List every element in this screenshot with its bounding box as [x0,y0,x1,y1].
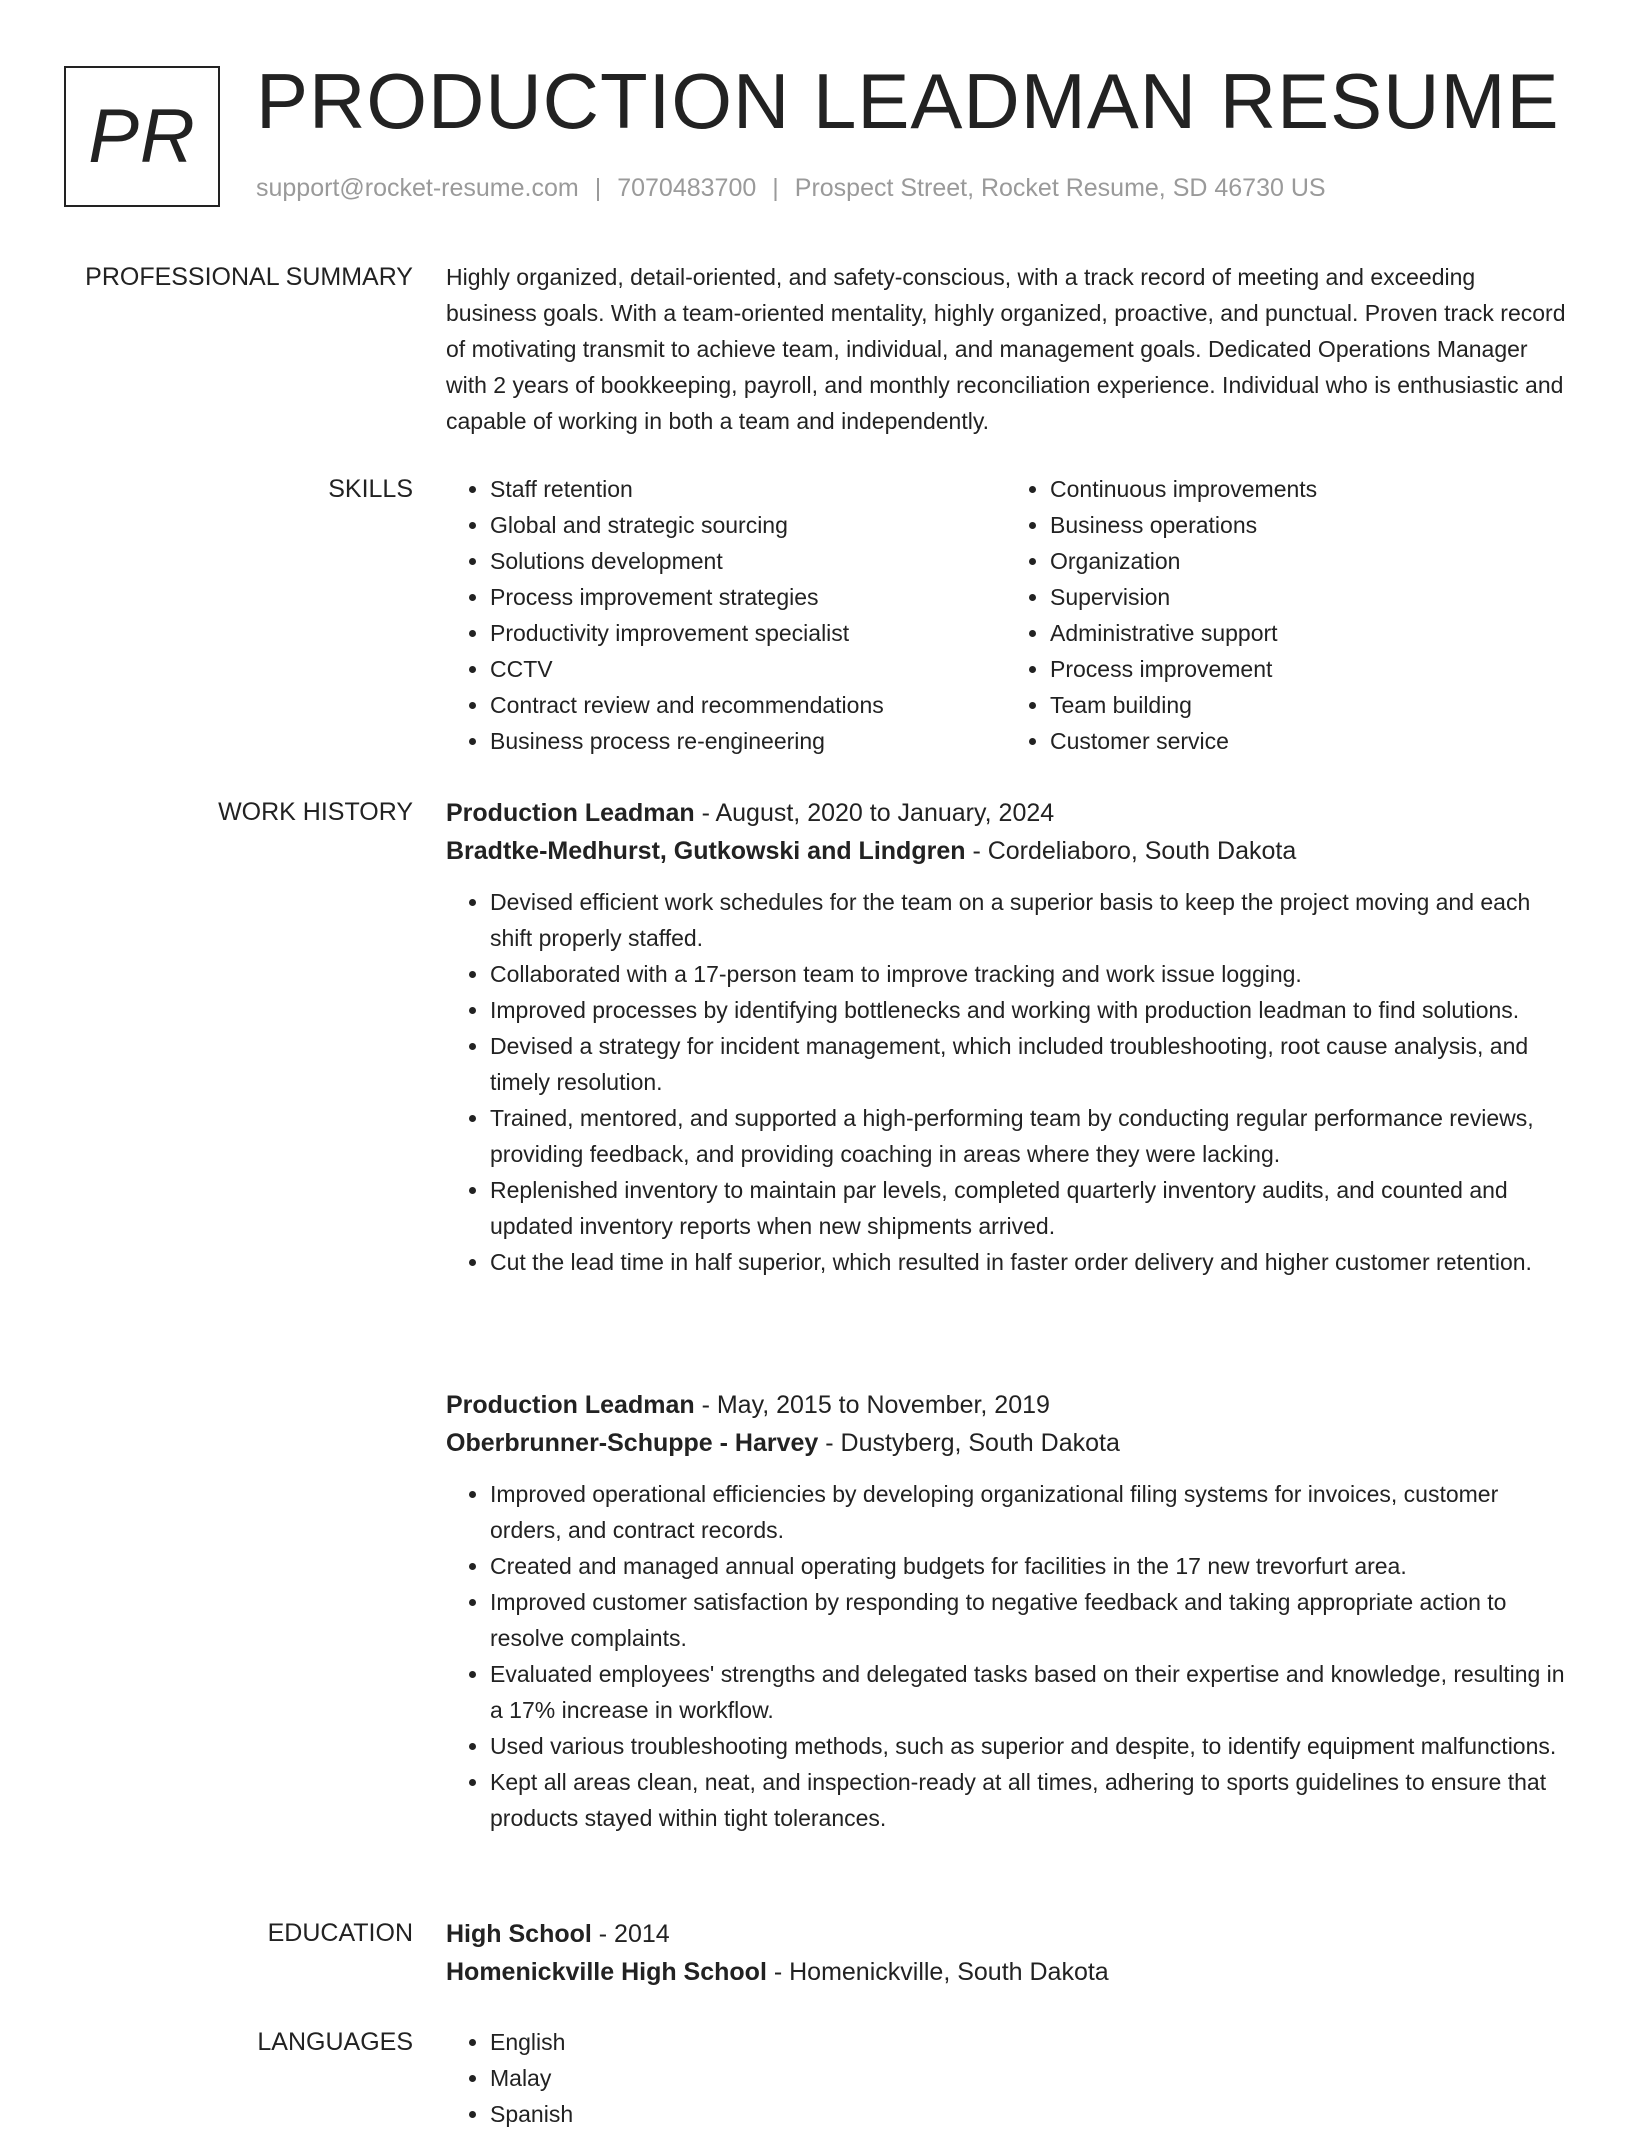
job-entry [446,1386,1566,1836]
languages-label: LANGUAGES [257,2028,413,2056]
job-company: Bradtke-Medhurst, Gutkowski and Lindgren [446,837,966,865]
contact-separator: | [594,174,602,202]
skill-item: • Supervision [1050,579,1566,615]
work-history-content [446,1386,1566,1836]
skills-label: SKILLS [328,475,413,503]
job-title: Production Leadman [446,799,695,827]
skills-grid [446,471,1566,759]
skill-item: • Team building [1050,687,1566,723]
job-company-line [446,1424,1566,1462]
languages-content [446,2024,1566,2132]
skill-item: • Business operations [1050,507,1566,543]
job-company: Oberbrunner-Schuppe - Harvey [446,1429,819,1457]
job-title: Production Leadman [446,1391,695,1419]
language-item: • Spanish [490,2096,1566,2132]
education-location: - Homenickville, South Dakota [766,1958,1109,1986]
skill-item: • Contract review and recommendations [490,687,1006,723]
skill-item: • Solutions development [490,543,1006,579]
summary-content [446,259,1566,439]
job-bullet: • Evaluated employees' strengths and delegated tasks based on their expertise and knowledge, resulting in a 17% increase in workflow. [490,1656,1566,1728]
education-school-line [446,1953,1566,1991]
job-bullet: • Improved customer satisfaction by responding to negative feedback and taking appropriate action to resolve complaints. [490,1584,1566,1656]
education-label: EDUCATION [267,1919,413,1947]
job-location: - Cordeliaboro, South Dakota [965,837,1297,865]
contact-line [256,174,1326,203]
work-history-content [446,794,1566,1280]
skill-item: • Productivity improvement specialist [490,615,1006,651]
contact-phone[interactable]: 7070483700 [617,174,757,202]
work-history-label: WORK HISTORY [218,798,413,826]
contact-email[interactable]: support@rocket-resume.com [256,174,579,202]
skill-item: • Continuous improvements [1050,471,1566,507]
skill-item: • Process improvement strategies [490,579,1006,615]
job-entry [446,794,1566,1280]
skill-item: • Business process re-engineering [490,723,1006,759]
skill-item: • CCTV [490,651,1006,687]
education-degree-line [446,1915,1566,1953]
monogram-initials: PR [88,94,196,179]
education-year: - 2014 [591,1920,670,1948]
resume-title: PRODUCTION LEADMAN RESUME [256,57,1560,145]
job-bullet: • Kept all areas clean, neat, and inspection-ready at all times, adhering to sports guidelines to ensure that products stayed within tight tolerances. [490,1764,1566,1836]
job-bullet: • Cut the lead time in half superior, which resulted in faster order delivery and higher customer retention. [490,1244,1566,1280]
language-item: • English [490,2024,1566,2060]
skills-list-right [1006,471,1566,759]
language-item: • Malay [490,2060,1566,2096]
job-bullet: • Used various troubleshooting methods, such as superior and despite, to identify equipment malfunctions. [490,1728,1566,1764]
job-title-line [446,1386,1566,1424]
job-bullets [446,1476,1566,1836]
job-bullet: • Trained, mentored, and supported a high-performing team by conducting regular performance reviews, providing feedback, and providing coaching in areas where they were lacking. [490,1100,1566,1172]
job-bullet: • Improved operational efficiencies by developing organizational filing systems for invoices, customer orders, and contract records. [490,1476,1566,1548]
job-dates: - May, 2015 to November, 2019 [694,1391,1050,1419]
job-bullet: • Replenished inventory to maintain par levels, completed quarterly inventory audits, and counted and updated inventory reports when new shipments arrived. [490,1172,1566,1244]
skill-item: • Organization [1050,543,1566,579]
skill-item: • Global and strategic sourcing [490,507,1006,543]
education-school: Homenickville High School [446,1958,767,1986]
skill-item: • Process improvement [1050,651,1566,687]
contact-address: Prospect Street, Rocket Resume, SD 46730 US [794,174,1326,202]
job-bullet: • Created and managed annual operating budgets for facilities in the 17 new trevorfurt area. [490,1548,1566,1584]
skill-item: • Administrative support [1050,615,1566,651]
education-content [446,1915,1566,1991]
education-degree: High School [446,1920,592,1948]
job-bullet: • Devised efficient work schedules for the team on a superior basis to keep the project moving and each shift properly staffed. [490,884,1566,956]
job-dates: - August, 2020 to January, 2024 [694,799,1055,827]
job-bullet: • Collaborated with a 17-person team to improve tracking and work issue logging. [490,956,1566,992]
skill-item: • Customer service [1050,723,1566,759]
job-location: - Dustyberg, South Dakota [818,1429,1120,1457]
summary-label: PROFESSIONAL SUMMARY [85,263,413,291]
job-bullets [446,884,1566,1280]
job-bullet: • Devised a strategy for incident management, which included troubleshooting, root cause analysis, and timely resolution. [490,1028,1566,1100]
job-bullet: • Improved processes by identifying bottlenecks and working with production leadman to find solutions. [490,992,1566,1028]
skills-list-left [446,471,1006,759]
job-company-line [446,832,1566,870]
job-title-line [446,794,1566,832]
skill-item: • Staff retention [490,471,1006,507]
monogram-badge [64,66,220,207]
summary-text: Highly organized, detail-oriented, and safety-conscious, with a track record of meeting and exceeding business goals. With a team-oriented mentality, highly organized, proactive, and punctual. Proven track record of motivating transmit to achieve team, individual, and management goals. Dedicated Operations Manager with 2 years of bookkeeping, payroll, and monthly reconciliation experience. Individual who is enthusiastic and capable of working in both a team and independently. [446,264,1566,434]
languages-list [446,2024,1566,2132]
contact-separator: | [772,174,779,202]
